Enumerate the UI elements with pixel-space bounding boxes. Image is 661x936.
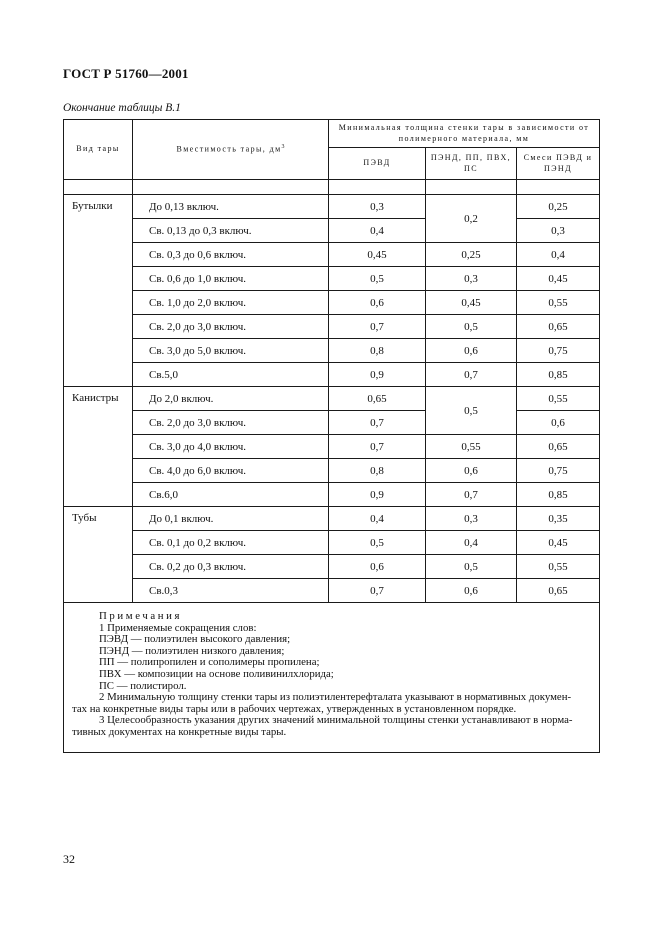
abbreviation-pend: ПЭНД — полиэтилен низкого давления; xyxy=(99,644,285,657)
pevd-cell: 0,7 xyxy=(329,435,426,459)
table-row xyxy=(64,555,600,579)
table-row xyxy=(64,435,600,459)
page-number: 32 xyxy=(63,852,75,866)
table-row xyxy=(64,507,600,531)
capacity-cell: Св. 0,13 до 0,3 включ. xyxy=(133,219,329,243)
capacity-cell: Св. 3,0 до 5,0 включ. xyxy=(133,339,329,363)
pend-cell: 0,5 xyxy=(426,315,517,339)
pevd-cell: 0,5 xyxy=(329,531,426,555)
table-row xyxy=(64,531,600,555)
header-pend-group: ПЭНД, ПП, ПВХ, ПС xyxy=(426,148,517,180)
pend-cell: 0,25 xyxy=(426,243,517,267)
capacity-cell: Св. 2,0 до 3,0 включ. xyxy=(133,315,329,339)
note-3-line-2: тивных документах на конкретные виды тары. xyxy=(72,725,287,738)
table-row xyxy=(64,411,600,435)
pend-merged-cell: 0,2 xyxy=(426,195,517,243)
capacity-cell: Св. 4,0 до 6,0 включ. xyxy=(133,459,329,483)
pevd-cell: 0,8 xyxy=(329,459,426,483)
mix-cell: 0,45 xyxy=(517,267,600,291)
pevd-cell: 0,7 xyxy=(329,315,426,339)
capacity-cell: Св. 0,1 до 0,2 включ. xyxy=(133,531,329,555)
document-header: ГОСТ Р 51760—2001 xyxy=(63,66,189,81)
header-gap-row xyxy=(64,180,600,195)
note-2-line-2: тах на конкретные виды тары или в рабочих чертежах, утвержденных в установленном порядке. xyxy=(72,702,517,715)
type-cell: Канистры xyxy=(64,387,133,507)
capacity-cell: До 2,0 включ. xyxy=(133,387,329,411)
table-row xyxy=(64,363,600,387)
notes-heading: Примечания xyxy=(99,610,183,622)
table-row xyxy=(64,267,600,291)
pevd-cell: 0,4 xyxy=(329,219,426,243)
mix-cell: 0,75 xyxy=(517,339,600,363)
mix-cell: 0,65 xyxy=(517,435,600,459)
header-mix: Смеси ПЭВД и ПЭНД xyxy=(517,148,600,180)
header-type: Вид тары xyxy=(64,120,133,180)
mix-cell: 0,6 xyxy=(517,411,600,435)
mix-cell: 0,55 xyxy=(517,387,600,411)
pend-cell: 0,7 xyxy=(426,363,517,387)
mix-cell: 0,35 xyxy=(517,507,600,531)
type-cell: Бутылки xyxy=(64,195,133,387)
table-row xyxy=(64,339,600,363)
mix-cell: 0,25 xyxy=(517,195,600,219)
pend-cell: 0,6 xyxy=(426,579,517,603)
table-caption: Окончание таблицы В.1 xyxy=(63,102,181,114)
capacity-cell: До 0,1 включ. xyxy=(133,507,329,531)
pevd-cell: 0,3 xyxy=(329,195,426,219)
capacity-cell: Св. 2,0 до 3,0 включ. xyxy=(133,411,329,435)
mix-cell: 0,55 xyxy=(517,291,600,315)
abbreviation-pp: ПП — полипропилен и сополимеры пропилена; xyxy=(99,656,320,669)
table-row xyxy=(64,315,600,339)
notes-row xyxy=(64,603,600,753)
mix-cell: 0,65 xyxy=(517,579,600,603)
note-3-line-1: 3 Целесообразность указания других значений минимальной толщины стенки устанавливают в норма- xyxy=(99,714,573,727)
table-row xyxy=(64,579,600,603)
abbreviation-ps: ПС — полистирол. xyxy=(99,679,187,692)
pevd-cell: 0,5 xyxy=(329,267,426,291)
mix-cell: 0,4 xyxy=(517,243,600,267)
pend-cell: 0,5 xyxy=(426,555,517,579)
pevd-cell: 0,9 xyxy=(329,363,426,387)
mix-cell: 0,85 xyxy=(517,483,600,507)
pevd-cell: 0,7 xyxy=(329,579,426,603)
note-1: 1 Применяемые сокращения слов: xyxy=(99,621,257,634)
pend-cell: 0,3 xyxy=(426,507,517,531)
mix-cell: 0,65 xyxy=(517,315,600,339)
pend-cell: 0,55 xyxy=(426,435,517,459)
pevd-cell: 0,6 xyxy=(329,555,426,579)
capacity-cell: Св. 3,0 до 4,0 включ. xyxy=(133,435,329,459)
mix-cell: 0,45 xyxy=(517,531,600,555)
table-row xyxy=(64,459,600,483)
pevd-cell: 0,7 xyxy=(329,411,426,435)
pend-cell: 0,4 xyxy=(426,531,517,555)
capacity-cell: Св.0,3 xyxy=(133,579,329,603)
pevd-cell: 0,45 xyxy=(329,243,426,267)
capacity-cell: Св. 1,0 до 2,0 включ. xyxy=(133,291,329,315)
table-row xyxy=(64,243,600,267)
pevd-cell: 0,4 xyxy=(329,507,426,531)
pevd-cell: 0,6 xyxy=(329,291,426,315)
table-row xyxy=(64,219,600,243)
mix-cell: 0,55 xyxy=(517,555,600,579)
type-cell: Тубы xyxy=(64,507,133,603)
pend-cell: 0,6 xyxy=(426,339,517,363)
table-row xyxy=(64,483,600,507)
pevd-cell: 0,8 xyxy=(329,339,426,363)
table-row xyxy=(64,195,600,219)
pend-merged-cell: 0,5 xyxy=(426,387,517,435)
abbreviation-pvh: ПВХ — композиции на основе поливинилхлорида; xyxy=(99,667,334,680)
abbreviation-pevd: ПЭВД — полиэтилен высокого давления; xyxy=(99,633,291,646)
capacity-cell: Св. 0,3 до 0,6 включ. xyxy=(133,243,329,267)
header-pevd: ПЭВД xyxy=(329,148,426,180)
pend-cell: 0,3 xyxy=(426,267,517,291)
capacity-cell: Св. 0,2 до 0,3 включ. xyxy=(133,555,329,579)
capacity-cell: Св.6,0 xyxy=(133,483,329,507)
pevd-cell: 0,9 xyxy=(329,483,426,507)
capacity-cell: До 0,13 включ. xyxy=(133,195,329,219)
notes-cell xyxy=(64,603,600,753)
mix-cell: 0,75 xyxy=(517,459,600,483)
notes xyxy=(72,611,591,739)
note-2-line-1: 2 Минимальную толщину стенки тары из полиэтилентерефталата указывают в нормативных докумен- xyxy=(99,691,572,704)
capacity-cell: Св.5,0 xyxy=(133,363,329,387)
capacity-cell: Св. 0,6 до 1,0 включ. xyxy=(133,267,329,291)
mix-cell: 0,85 xyxy=(517,363,600,387)
pend-cell: 0,45 xyxy=(426,291,517,315)
thickness-table xyxy=(63,119,600,753)
table-row xyxy=(64,291,600,315)
mix-cell: 0,3 xyxy=(517,219,600,243)
header-min-thickness: Минимальная толщина стенки тары в зависимости от полимерного материала, мм xyxy=(329,120,600,148)
header-capacity: Вместимость тары, $дм^3$ xyxy=(133,120,329,180)
pend-cell: 0,6 xyxy=(426,459,517,483)
pevd-cell: 0,65 xyxy=(329,387,426,411)
pend-cell: 0,7 xyxy=(426,483,517,507)
table-row xyxy=(64,387,600,411)
